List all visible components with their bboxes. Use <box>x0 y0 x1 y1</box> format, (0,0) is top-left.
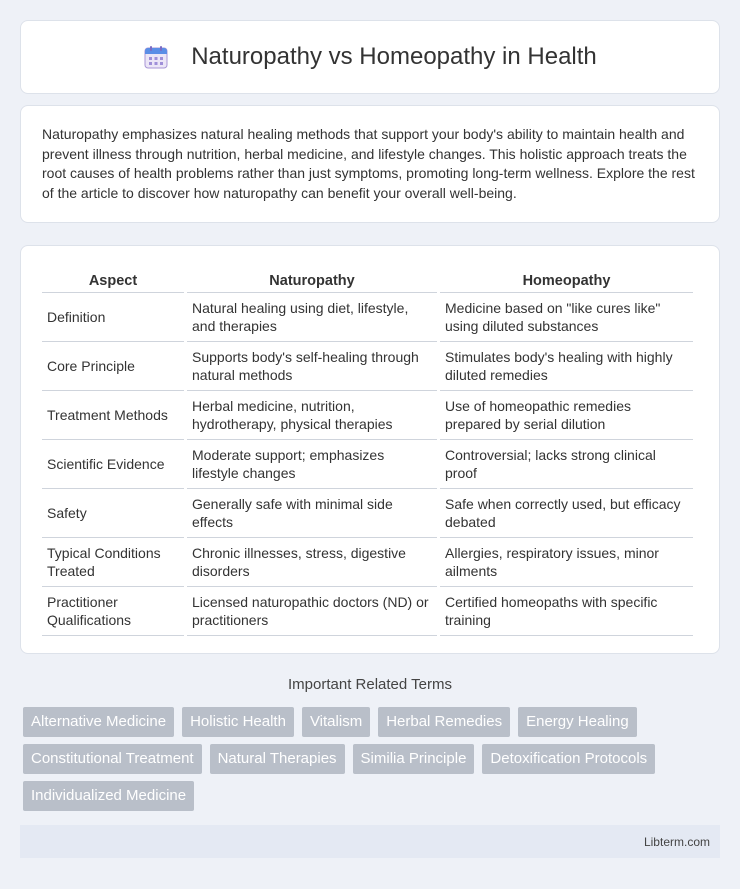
calendar-icon <box>143 44 169 70</box>
comparison-card <box>20 245 720 654</box>
header-aspect: Aspect <box>42 262 184 293</box>
table-header-row <box>42 262 693 293</box>
homeopathy-cell: Stimulates body's healing with highly diluted remedies <box>440 342 693 391</box>
table-row <box>42 293 693 342</box>
homeopathy-cell: Medicine based on "like cures like" using diluted substances <box>440 293 693 342</box>
naturopathy-cell: Herbal medicine, nutrition, hydrotherapy, physical therapies <box>187 391 437 440</box>
homeopathy-cell: Certified homeopaths with specific training <box>440 587 693 636</box>
related-term-tag[interactable]: Natural Therapies <box>210 744 345 774</box>
intro-card <box>20 105 720 223</box>
related-term-tag[interactable]: Individualized Medicine <box>23 781 194 811</box>
naturopathy-cell: Generally safe with minimal side effects <box>187 489 437 538</box>
header-card <box>20 20 720 94</box>
related-term-tag[interactable]: Detoxification Protocols <box>482 744 655 774</box>
aspect-cell: Safety <box>42 489 184 538</box>
footer-site-link[interactable]: Libterm.com <box>643 834 710 849</box>
table-row <box>42 489 693 538</box>
intro-text: Naturopathy emphasizes natural healing methods that support your body's ability to maintain health and prevent illness through nutrition, herbal medicine, and lifestyle changes. This holistic approach treats the root causes of health problems rather than just symptoms, promoting long-term wellness. Explore the rest of the article to discover how naturopathy can benefit your overall well-being. <box>42 126 695 201</box>
related-term-tag[interactable]: Alternative Medicine <box>23 707 174 737</box>
related-term-tag[interactable]: Energy Healing <box>518 707 637 737</box>
homeopathy-cell: Safe when correctly used, but efficacy debated <box>440 489 693 538</box>
header-homeopathy: Homeopathy <box>440 262 693 293</box>
naturopathy-cell: Moderate support; emphasizes lifestyle changes <box>187 440 437 489</box>
title-wrap <box>143 43 597 71</box>
page-title: Naturopathy vs Homeopathy in Health <box>191 43 597 70</box>
related-term-tag[interactable]: Vitalism <box>302 707 370 737</box>
footer <box>20 825 720 858</box>
related-terms-list <box>23 707 723 811</box>
aspect-cell: Typical Conditions Treated <box>42 538 184 587</box>
homeopathy-cell: Allergies, respiratory issues, minor ailments <box>440 538 693 587</box>
aspect-cell: Core Principle <box>42 342 184 391</box>
related-term-tag[interactable]: Herbal Remedies <box>378 707 510 737</box>
table-row <box>42 538 693 587</box>
aspect-cell: Scientific Evidence <box>42 440 184 489</box>
naturopathy-cell: Supports body's self-healing through natural methods <box>187 342 437 391</box>
related-terms-title: Important Related Terms <box>288 676 452 693</box>
homeopathy-cell: Controversial; lacks strong clinical proof <box>440 440 693 489</box>
comparison-table <box>39 262 696 636</box>
table-row <box>42 391 693 440</box>
related-term-tag[interactable]: Constitutional Treatment <box>23 744 202 774</box>
homeopathy-cell: Use of homeopathic remedies prepared by serial dilution <box>440 391 693 440</box>
naturopathy-cell: Natural healing using diet, lifestyle, and therapies <box>187 293 437 342</box>
table-row <box>42 440 693 489</box>
naturopathy-cell: Chronic illnesses, stress, digestive disorders <box>187 538 437 587</box>
related-term-tag[interactable]: Similia Principle <box>353 744 475 774</box>
related-term-tag[interactable]: Holistic Health <box>182 707 294 737</box>
aspect-cell: Treatment Methods <box>42 391 184 440</box>
table-row <box>42 587 693 636</box>
aspect-cell: Practitioner Qualifications <box>42 587 184 636</box>
header-naturopathy: Naturopathy <box>187 262 437 293</box>
aspect-cell: Definition <box>42 293 184 342</box>
table-row <box>42 342 693 391</box>
naturopathy-cell: Licensed naturopathic doctors (ND) or practitioners <box>187 587 437 636</box>
